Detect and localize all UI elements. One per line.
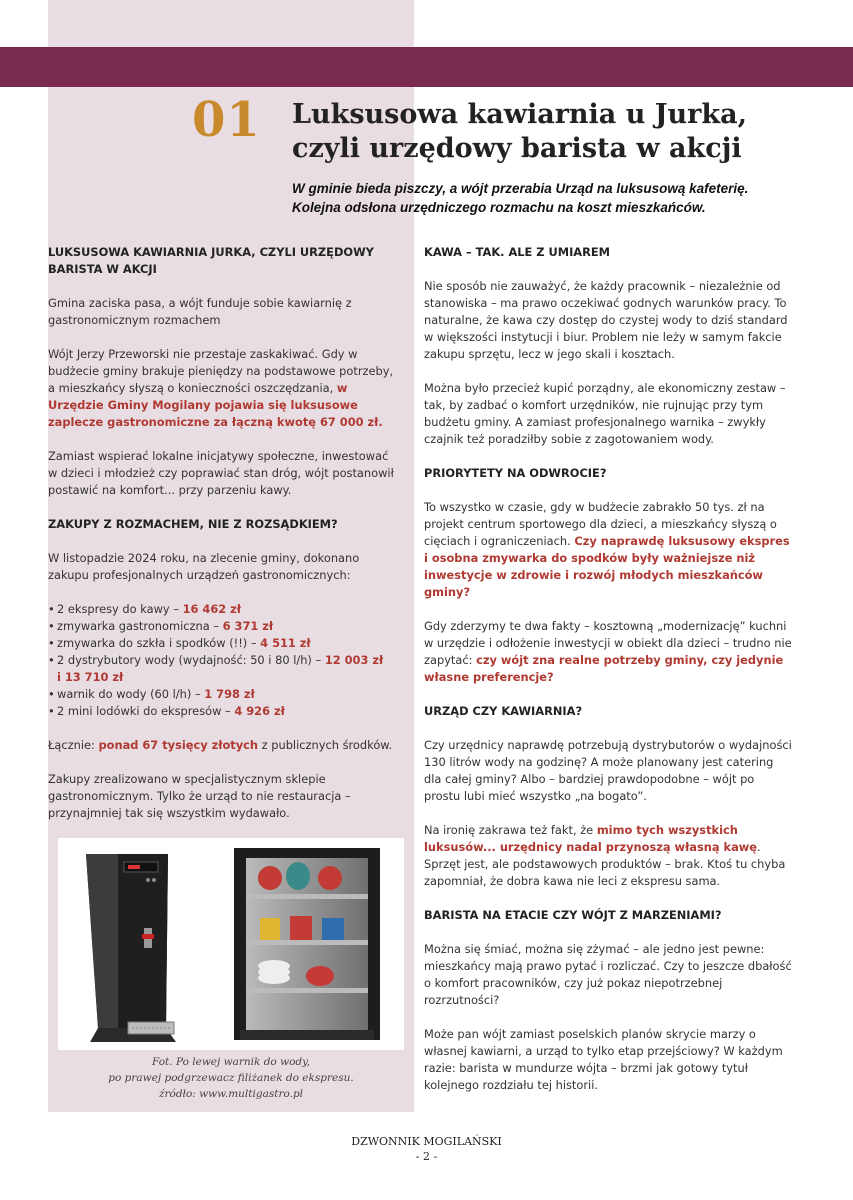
bullet: • <box>48 687 55 701</box>
total-label: Łącznie: <box>48 738 99 752</box>
caption-line: Fot. Po lewej warnik do wody, <box>152 1056 310 1068</box>
item-price: i 13 710 zł <box>57 670 124 684</box>
highlight-text: w Urzędzie Gminy Mogilany pojawia się luksusowe zaplecze gastronomiczne za łączną kwotę 67 000 zł. <box>48 381 383 429</box>
item-price: 1 798 zł <box>204 687 255 701</box>
title-line: Luksusowa kawiarnia u Jurka, <box>292 99 747 130</box>
list-item <box>48 686 398 703</box>
item-text: zmywarka gastronomiczna – <box>57 619 223 633</box>
paragraph: Zamiast wspierać lokalne inicjatywy społeczne, inwestować w dzieci i młodzież czy poprawiać stan dróg, wójt postanowił postawić na komfort... przy parzeniu kawy. <box>48 449 394 497</box>
photo-group <box>58 838 404 1050</box>
list-item <box>48 618 398 635</box>
highlight-text: mimo tych wszystkich luksusów... urzędnicy nadal przynoszą własną kawę <box>424 823 758 854</box>
paragraph <box>424 822 794 890</box>
section-heading: LUKSUSOWA KAWIARNIA JURKA, CZYLI URZĘDOWY BARISTA W AKCJI <box>48 245 374 276</box>
highlight-text: czy wójt zna realne potrzeby gminy, czy jedynie własne preferencje? <box>424 653 784 684</box>
paragraph <box>424 618 794 686</box>
section-heading: PRIORYTETY NA ODWROCIE? <box>424 466 607 480</box>
paragraph-text: Gdy zderzymy te dwa fakty – kosztowną „modernizację” kuchni w urzędzie i odłożenie inwestycji w obiekt dla dzieci – trudno nie zapytać: <box>424 619 792 667</box>
caption-source: źródło: www.multigastro.pl <box>158 1088 304 1100</box>
item-price: 6 371 zł <box>222 619 274 633</box>
paragraph <box>424 499 794 601</box>
page-footer <box>0 1134 853 1164</box>
total-amount: ponad 67 tysięcy złotych <box>98 738 259 752</box>
caption-line: po prawej podgrzewacz filiżanek do ekspresu. <box>108 1072 354 1084</box>
paragraph <box>48 346 398 431</box>
cup-warmer-photo <box>210 838 404 1050</box>
paragraph <box>48 737 398 754</box>
item-price: 4 926 zł <box>234 704 285 718</box>
photo-caption <box>58 1054 404 1102</box>
paragraph-text: . Sprzęt jest, ale podstawowych produktów – brak. Ktoś tu chyba zapomniał, że dobra kawa nie leci z ekspresu sama. <box>424 840 786 888</box>
paragraph-text: Wójt Jerzy Przeworski nie przestaje zaskakiwać. Gdy w budżecie gminy brakuje pieniędzy na podstawowe potrzeby, a mieszkańcy słyszą o konieczności oszczędzania, <box>48 347 394 395</box>
article-number: 01 <box>192 92 261 148</box>
section-heading: URZĄD CZY KAWIARNIA? <box>424 704 583 718</box>
paragraph-text: Na ironię zakrawa też fakt, że <box>424 823 597 837</box>
section-heading: ZAKUPY Z ROZMACHEM, NIE Z ROZSĄDKIEM? <box>48 517 338 531</box>
paragraph-text: To wszystko w czasie, gdy w budżecie zabrakło 50 tys. zł na projekt centrum sportowego dla dzieci, a mieszkańcy słyszą o cięciach i ograniczeniach. <box>424 500 777 548</box>
paragraph: Zakupy zrealizowano w specjalistycznym sklepie gastronomicznym. Tylko że urząd to nie restauracja – przynajmniej tak się wszystkim wydawało. <box>48 772 351 820</box>
article-title <box>292 98 832 166</box>
page-number: - 2 - <box>415 1150 438 1163</box>
list-item <box>48 601 398 618</box>
article-lead <box>292 179 832 217</box>
paragraph: Można było przecież kupić porządny, ale ekonomiczny zestaw – tak, by zadbać o komfort urzędników, nie rujnując przy tym budżetu gminy. A zamiast profesjonalnego warnika – zwykły czajnik też poradziłby sobie z zagotowaniem wody. <box>424 381 786 446</box>
item-text: zmywarka do szkła i spodków (!!) – <box>57 636 261 650</box>
item-price: 4 511 zł <box>260 636 311 650</box>
bullet: • <box>48 619 55 633</box>
left-column <box>48 244 398 839</box>
title-line: czyli urzędowy barista w akcji <box>292 133 742 164</box>
total-suffix: z publicznych środków. <box>258 738 393 752</box>
bullet: • <box>48 636 55 650</box>
item-price: 12 003 zł <box>324 653 384 667</box>
item-text: 2 mini lodówki do ekspresów – <box>57 704 235 718</box>
water-boiler-photo <box>58 838 226 1050</box>
cup-warmer-icon <box>210 838 404 1050</box>
right-column <box>424 244 794 1111</box>
lead-line: Kolejna odsłona urzędniczego rozmachu na koszt mieszkańców. <box>292 200 706 215</box>
water-boiler-icon <box>58 838 226 1050</box>
bullet: • <box>48 602 55 616</box>
section-heading: BARISTA NA ETACIE CZY WÓJT Z MARZENIAMI? <box>424 908 722 922</box>
section-heading: KAWA – TAK. ALE Z UMIAREM <box>424 245 611 259</box>
paragraph: Gmina zaciska pasa, a wójt funduje sobie kawiarnię z gastronomicznym rozmachem <box>48 296 352 327</box>
paragraph: Można się śmiać, można się zżymać – ale jedno jest pewne: mieszkańcy mają prawo pytać i rozliczać. Czy to jeszcze dbałość o komfort pracowników, czy już pokaz niepotrzebnej rozrzutności? <box>424 942 792 1007</box>
list-item <box>48 652 398 686</box>
paragraph: Może pan wójt zamiast poselskich planów skrycie marzy o własnej kawiarni, a urząd to tylko etap przejściowy? W każdym razie: barista w mundurze wójta – brzmi jak gotowy tytuł kolejnego rozdziału tej historii. <box>424 1027 783 1092</box>
paragraph: Czy urzędnicy naprawdę potrzebują dystrybutorów o wydajności 130 litrów wody na godzinę? A może planowany jest catering dla całej gminy? Albo – bardziej prawdopodobne – wójt po prostu lubi mieć wszystko „na bogato”. <box>424 738 792 803</box>
bullet: • <box>48 704 55 718</box>
paragraph: W listopadzie 2024 roku, na zlecenie gminy, dokonano zakupu profesjonalnych urządzeń gastronomicznych: <box>48 551 360 582</box>
highlight-text: Czy naprawdę luksusowy ekspres i osobna zmywarka do spodków były ważniejsze niż inwestycje w zdrowie i rozwój młodych mieszkańców gminy? <box>424 534 790 599</box>
top-color-bar <box>0 47 853 87</box>
item-price: 16 462 zł <box>182 602 241 616</box>
cost-list <box>48 601 398 720</box>
lead-line: W gminie bieda piszczy, a wójt przerabia Urząd na luksusową kafeterię. <box>292 181 749 196</box>
list-item <box>48 703 398 720</box>
item-text: 2 dystrybutory wody (wydajność: 50 i 80 l/h) – <box>57 653 325 667</box>
publication-name: DZWONNIK MOGILAŃSKI <box>351 1135 502 1148</box>
bullet: • <box>48 653 55 667</box>
item-text: warnik do wody (60 l/h) – <box>57 687 205 701</box>
paragraph: Nie sposób nie zauważyć, że każdy pracownik – niezależnie od stanowiska – ma prawo oczekiwać godnych warunków pracy. To naturalne, że kawa czy dostęp do czystej wody to dziś standard w większości instytucji i biur. Problem nie leży w samym fakcie zakupu sprzętu, lecz w jego skali i kosztach. <box>424 279 788 361</box>
list-item <box>48 635 398 652</box>
item-text: 2 ekspresy do kawy – <box>57 602 183 616</box>
